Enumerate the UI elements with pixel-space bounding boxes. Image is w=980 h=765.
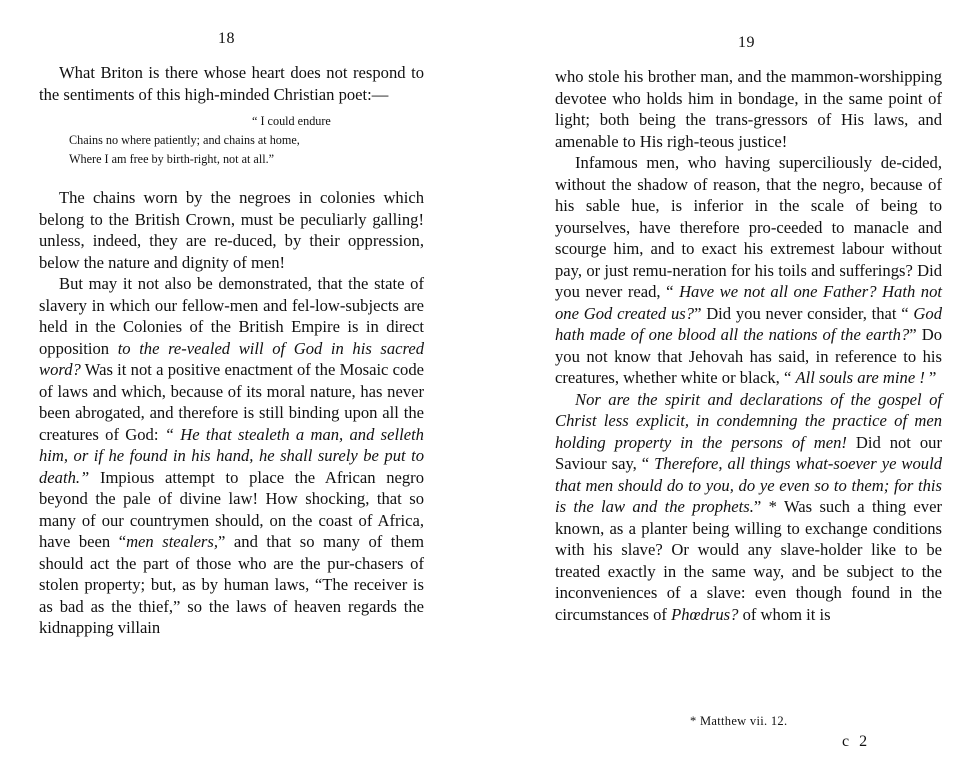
italic-run: “ He that stealeth a man, and selleth him, or if he found in his hand, he shall surely be put to death.”: [39, 424, 424, 487]
text-run: ” Do you not know that Jehovah has said, in reference to his creatures, whether white or black, “: [555, 325, 943, 387]
quote-line: Chains no where patiently; and chains at home,: [69, 133, 300, 147]
text-run: ” Did you never consider, that “: [694, 303, 914, 323]
paragraph: What Briton is there whose heart does not respond to the sentiments of this high-minded Christian poet:—: [39, 63, 424, 104]
footnote: * Matthew vii. 12.: [690, 714, 788, 728]
italic-run: to the re-vealed will of God in his sacred word?: [39, 338, 425, 379]
right-page: [490, 0, 980, 765]
text-run: Impious attempt to place the African negro beyond the pale of divine law! How shocking, that so many of our countrymen should, on the coast of Africa, have been “: [39, 467, 424, 551]
text-run: Infamous men, who having superciliously de-cided, without the shadow of reason, that the negro, because of his sable hue, is inferior in the scale of being to yourselves, have therefore pro-ceeded to manacle and scourge him, and to exact his extremest labour without pay, or just remu-neration for his toils and sufferings? Did you never read, “: [555, 153, 942, 301]
italic-run: men stealers,: [126, 532, 219, 551]
text-run: ” and that so many of them should act the part of those who are the pur-chasers of stolen property; but, as by human laws, “The receiver is as bad as the thief,” so the laws of heaven regards the kidnapping villain: [39, 532, 424, 637]
italic-run: Therefore, all things what-soever ye would that men should do to you, do ye even so to them; for this is the law and the prophets.: [555, 454, 943, 516]
page-number-left: 18: [218, 30, 235, 47]
paragraph: who stole his brother man, and the mammon-worshipping devotee who holds him in bondage, in the same point of light; both being the trans-gressors of His laws, and amenable to His righ-teous justice!: [555, 67, 942, 151]
quote-line: Where I am free by birth-right, not at all.”: [69, 152, 275, 166]
paragraph: [39, 273, 424, 639]
italic-run: Nor are the spirit and declarations of the gospel of Christ less explicit, in condemning the practice of men holding property in the persons of men!: [555, 389, 942, 452]
italic-run: God hath made of one blood all the nations of the earth?: [555, 303, 942, 344]
poem-quote: [69, 112, 424, 169]
right-page-text: [555, 66, 942, 625]
left-page-text: [39, 62, 424, 639]
quote-line: “ I could endure: [252, 114, 331, 128]
italic-run: Phœdrus?: [671, 604, 739, 624]
italic-run: All souls are mine !: [795, 368, 925, 387]
page-number-right: 19: [738, 34, 755, 51]
paragraph: The chains worn by the negroes in colonies which belong to the British Crown, must be peculiarly galling! unless, indeed, they are re-duced, by their oppression, below the nature and dignity of men!: [39, 188, 424, 272]
text-run: Was it not a positive enactment of the Mosaic code of laws and which, because of its moral nature, has never been abrogated, and therefore is still binding upon all the creatures of God:: [39, 360, 424, 444]
signature-mark: c 2: [842, 733, 871, 750]
text-run: But may it not also be demonstrated, that the state of slavery in which our fellow-men and fel-low-subjects are held in the Colonies of the British Empire is in direct opposition: [39, 274, 424, 358]
italic-run: Have we not all one Father? Hath not one God created us?: [555, 282, 943, 323]
paragraph: [555, 152, 942, 389]
paragraph: [555, 389, 942, 626]
text-run: ”: [924, 368, 937, 387]
text-run: Did not our Saviour say, “: [555, 432, 942, 473]
text-run: of whom it is: [738, 604, 831, 624]
text-run: ” * Was such a thing ever known, as a planter being willing to exchange conditions with his slave? Or would any slave-holder like to be treated exactly in the same way, and be subject to the inconveniences of a slave: even though found in the circumstances of: [555, 497, 942, 624]
